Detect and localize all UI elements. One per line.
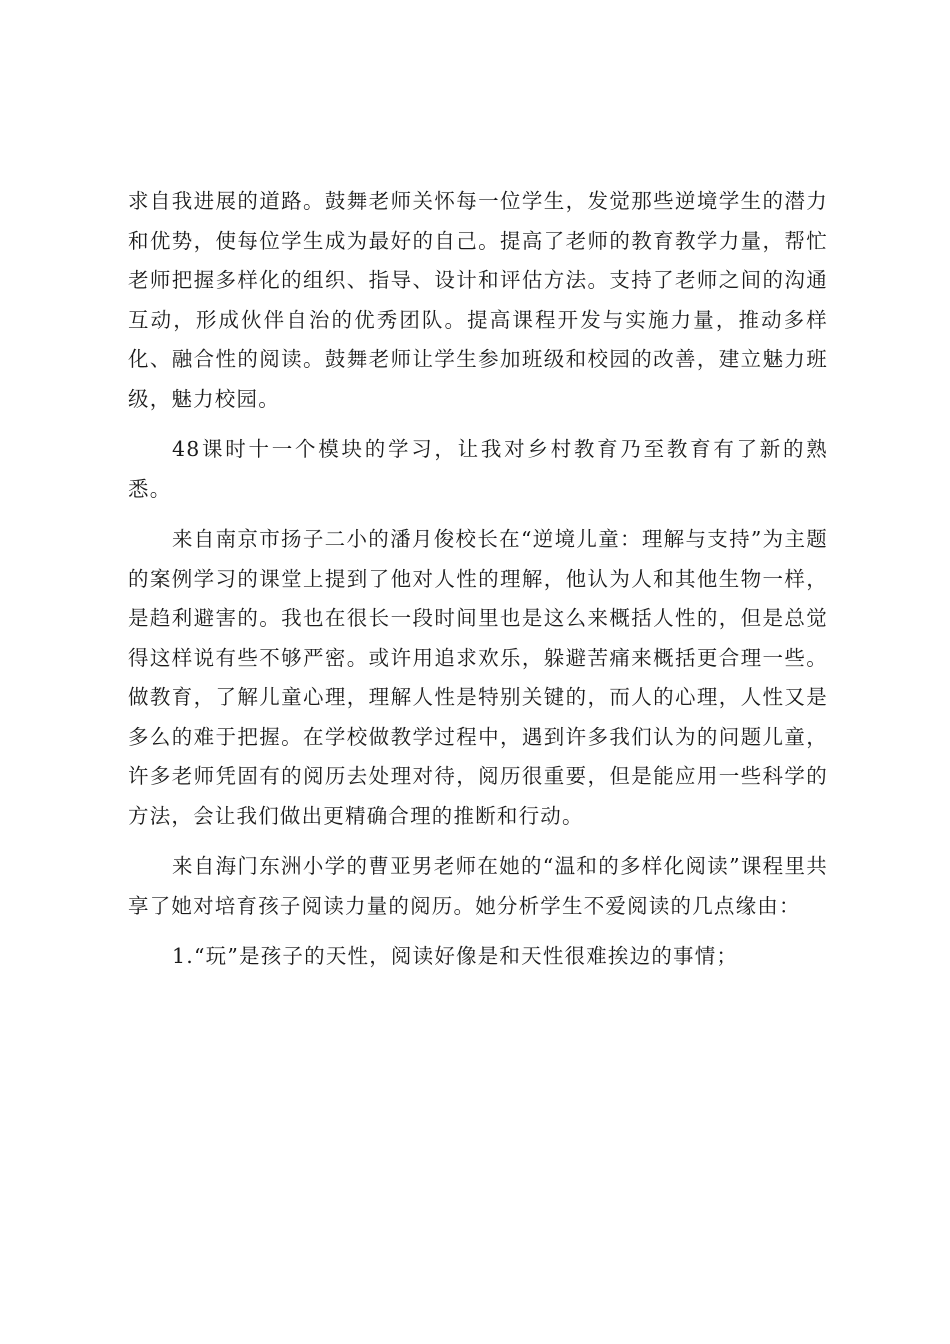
document-body: [128, 182, 828, 988]
paragraph-2: 48课时十一个模块的学习，让我对乡村教育乃至教育有了新的熟悉。: [128, 437, 828, 501]
paragraph-4: 来自海门东洲小学的曹亚男老师在她的“温和的多样化阅读”课程里共享了她对培育孩子阅读力量的阅历。她分析学生不爱阅读的几点缘由：: [128, 854, 828, 918]
paragraph-1: 求自我进展的道路。鼓舞老师关怀每一位学生，发觉那些逆境学生的潜力和优势，使每位学生成为最好的自己。提高了老师的教育教学力量，帮忙老师把握多样化的组织、指导、设计和评估方法。支持了老师之间的沟通互动，形成伙伴自治的优秀团队。提高课程开发与实施力量，推动多样化、融合性的阅读。鼓舞老师让学生参加班级和校园的改善，建立魅力班级，魅力校园。: [128, 189, 828, 411]
paragraph-3: 来自南京市扬子二小的潘月俊校长在“逆境儿童：理解与支持”为主题的案例学习的课堂上提到了他对人性的理解，他认为人和其他生物一样，是趋利避害的。我也在很长一段时间里也是这么来概括人性的，但是总觉得这样说有些不够严密。或许用追求欢乐，躲避苦痛来概括更合理一些。做教育，了解儿童心理，理解人性是特别关键的，而人的心理，人性又是多么的难于把握。在学校做教学过程中，遇到许多我们认为的问题儿童，许多老师凭固有的阅历去处理对待，阅历很重要，但是能应用一些科学的方法，会让我们做出更精确合理的推断和行动。: [128, 527, 828, 828]
list-item-1: 1.“玩”是孩子的天性，阅读好像是和天性很难挨边的事情；: [172, 944, 739, 968]
